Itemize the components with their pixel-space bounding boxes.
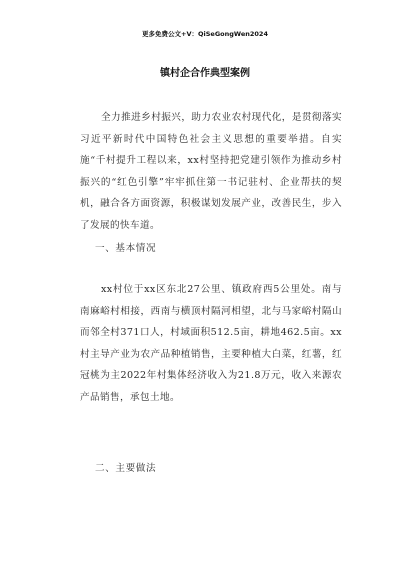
intro-paragraph: 全力推进乡村振兴，助力农业农村现代化，是贯彻落实习近平新时代中国特色社会主义思想的重要举措。自实施“千村提升工程以来，xx村坚持把党建引领作为推动乡村振兴的“红色引擎”牢牢抓住第一书记驻村、企业帮扶的契机，融合各方面资源，积极谋划发展产业，改善民生，步入了发展的快车道。 bbox=[80, 112, 342, 231]
basic-info-paragraph: xx村位于xx区东北27公里、镇政府西5公里处。南与南麻峪村相接，西南与横顶村隔河相望，北与马家峪村隔山而邻全村371口人，村域面积512.5亩，耕地462.5亩。xx村主导产业为农产品种植销售，主要种植大白菜，红薯，红冠桃为主2022年村集体经济收入为21.8万元，收入来源农产品销售，承包土地。 bbox=[80, 284, 342, 403]
header-note: 更多免费公文+V：QiSeGongWen2024 bbox=[142, 30, 268, 38]
section-heading-basic-info: 一、基本情况 bbox=[95, 243, 157, 254]
section-heading-main-practices: 二、主要做法 bbox=[95, 463, 157, 474]
document-title: 镇村企合作典型案例 bbox=[160, 68, 250, 79]
